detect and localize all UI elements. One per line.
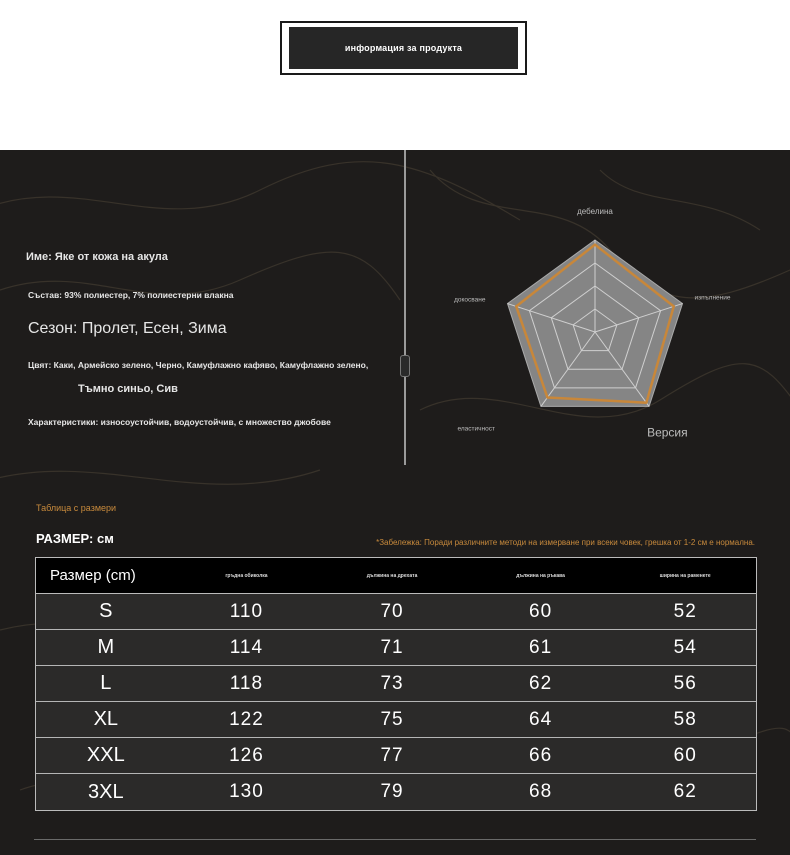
table-row [36, 774, 756, 810]
cell-chest: 126 [229, 744, 264, 766]
cell-shoulder: 62 [673, 781, 697, 802]
radar-chart [440, 200, 760, 455]
cell-length: 79 [380, 781, 404, 802]
table-header [36, 558, 756, 594]
table-row [36, 702, 756, 738]
column-header-length: дължина на дрехата [366, 572, 418, 579]
bottom-divider [34, 839, 756, 840]
vertical-divider [404, 150, 406, 465]
cell-size: XXL [86, 744, 125, 766]
cell-sleeve: 62 [529, 672, 553, 694]
cell-size: L [100, 672, 112, 694]
header-frame [280, 21, 527, 75]
cell-sleeve: 61 [529, 636, 553, 658]
cell-length: 71 [380, 636, 404, 658]
product-panel [0, 150, 790, 855]
table-row [36, 594, 756, 630]
product-season: Сезон: Пролет, Есен, Зима [28, 320, 227, 337]
cell-sleeve: 66 [529, 744, 553, 766]
cell-shoulder: 56 [673, 672, 697, 694]
cell-size: 3XL [88, 780, 124, 803]
cell-sleeve: 68 [529, 781, 553, 802]
cell-shoulder: 60 [673, 744, 697, 766]
cell-chest: 130 [229, 781, 264, 802]
cell-sleeve: 60 [529, 600, 553, 622]
measurement-note: *Забележка: Поради различните методи на измерване при всеки човек, грешка от 1-2 см е нормална. [376, 538, 755, 547]
product-colors-line-1: Цвят: Каки, Армейско зелено, Черно, Камуфлажно кафяво, Камуфлажно зелено, [28, 360, 369, 370]
radar-label-elasticity: еластичност [457, 425, 495, 433]
column-header-shoulder: ширина на раменете [659, 572, 711, 579]
size-table-caption: Таблица с размери [36, 503, 117, 513]
cell-length: 77 [380, 744, 404, 766]
table-row [36, 738, 756, 774]
radar-label-thickness: дебелина [577, 207, 613, 216]
radar-label-performance: изпълнение [694, 294, 731, 302]
cell-size: M [97, 636, 115, 658]
product-composition: Състав: 93% полиестер, 7% полиестерни влакна [28, 290, 234, 300]
radar-grid [508, 240, 683, 406]
product-name: Име: Яке от кожа на акула [26, 251, 168, 263]
header-area [0, 0, 790, 150]
cell-length: 73 [380, 672, 404, 694]
column-header-size: Размер (cm) [50, 567, 136, 584]
page-title: информация за продукта [289, 27, 518, 69]
column-header-chest: гръдна обиколка [225, 572, 268, 579]
column-header-sleeve: дължина на ръкава [516, 572, 565, 579]
cell-shoulder: 54 [673, 636, 697, 658]
product-features: Характеристики: износоустойчив, водоустойчив, с множество джобове [28, 417, 331, 427]
cell-size: S [99, 600, 113, 622]
radar-label-version: Версия [647, 425, 688, 440]
cell-size: XL [93, 708, 119, 730]
divider-knob [400, 355, 410, 377]
size-unit-label: РАЗМЕР: см [36, 531, 114, 546]
cell-length: 75 [380, 708, 404, 730]
size-table [35, 557, 757, 811]
cell-chest: 118 [229, 672, 264, 694]
cell-length: 70 [380, 600, 404, 622]
cell-chest: 110 [229, 600, 264, 622]
cell-chest: 122 [229, 708, 264, 730]
cell-shoulder: 52 [673, 600, 697, 622]
table-row [36, 630, 756, 666]
product-colors-line-2: Тъмно синьо, Сив [78, 383, 178, 395]
cell-sleeve: 64 [529, 708, 553, 730]
table-row [36, 666, 756, 702]
radar-label-touch: докосване [454, 296, 486, 304]
cell-shoulder: 58 [673, 708, 697, 730]
cell-chest: 114 [229, 636, 264, 658]
